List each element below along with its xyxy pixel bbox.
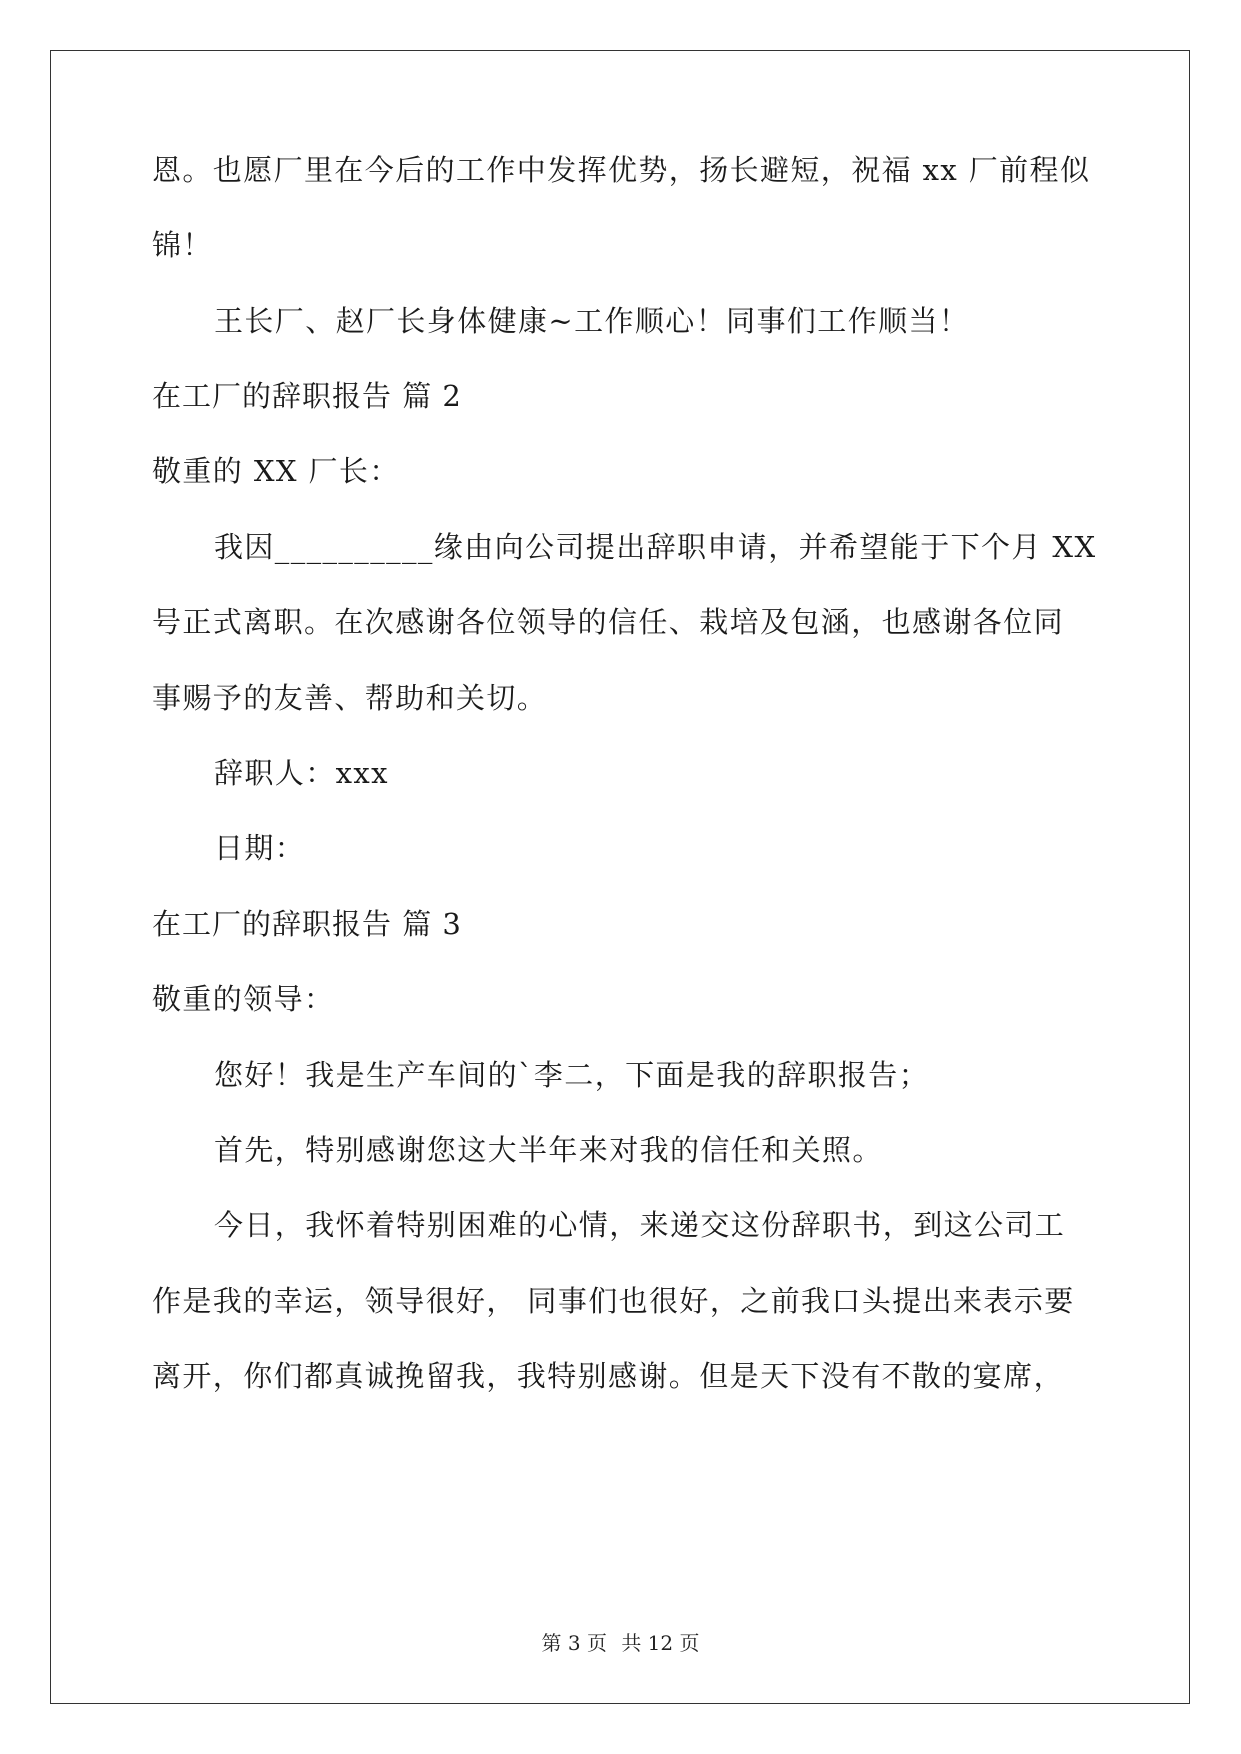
page-total: 共 12 页	[621, 1631, 700, 1655]
paragraph-continuation-line: 锦！	[152, 228, 213, 262]
section-heading: 在工厂的辞职报告 篇 2	[152, 379, 462, 413]
date-line: 日期：	[214, 831, 306, 865]
section-heading: 在工厂的辞职报告 篇 3	[152, 907, 462, 941]
paragraph-line: 首先，特别感谢您这大半年来对我的信任和关照。	[214, 1133, 883, 1167]
paragraph-line: 王长厂、赵厂长身体健康~工作顺心！同事们工作顺当！	[214, 304, 970, 338]
signature-line: 辞职人：xxx	[214, 756, 389, 790]
paragraph-continuation-line: 号正式离职。在次感谢各位领导的信任、栽培及包涵，也感谢各位同	[152, 605, 1065, 639]
salutation: 敬重的领导：	[152, 982, 335, 1016]
paragraph-line: 您好！我是生产车间的`李二，下面是我的辞职报告；	[214, 1058, 930, 1092]
paragraph-line: 我因__________缘由向公司提出辞职申请，并希望能于下个月 XX	[214, 530, 1097, 564]
page-footer	[0, 1627, 1241, 1656]
page-border	[50, 50, 1190, 1704]
paragraph-continuation-line: 作是我的幸运，领导很好， 同事们也很好，之前我口头提出来表示要	[152, 1284, 1075, 1318]
paragraph-continuation-line: 事赐予的友善、帮助和关切。	[152, 681, 548, 715]
page-number: 第 3 页	[541, 1631, 607, 1655]
paragraph-continuation-line: 恩。也愿厂里在今后的工作中发挥优势，扬长避短，祝福 xx 厂前程似	[152, 153, 1091, 187]
paragraph-continuation-line: 离开，你们都真诚挽留我，我特别感谢。但是天下没有不散的宴席，	[152, 1359, 1065, 1393]
paragraph-line: 今日，我怀着特别困难的心情，来递交这份辞职书，到这公司工	[214, 1208, 1066, 1242]
salutation: 敬重的 XX 厂长：	[152, 454, 400, 488]
